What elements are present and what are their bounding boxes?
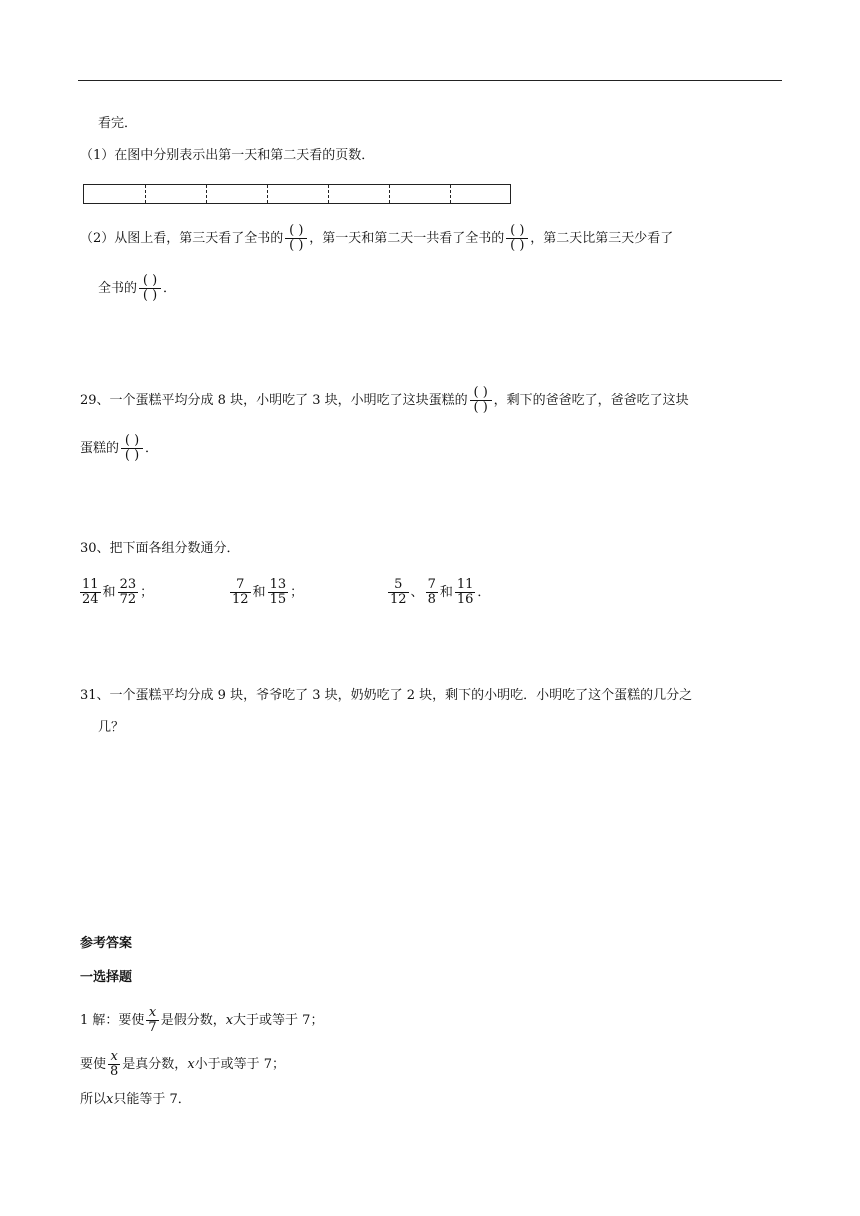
group-end: ．: [477, 585, 491, 600]
variable: x: [225, 1013, 234, 1028]
bar-divider: [450, 185, 451, 203]
q30-group1: [78, 578, 153, 607]
and-word: 和: [252, 585, 266, 600]
numerator: 7: [427, 577, 436, 592]
fraction: [455, 578, 476, 607]
group-end: ；: [290, 585, 304, 600]
answer-text: 是真分数，: [122, 1057, 188, 1072]
fraction: [268, 578, 289, 607]
numerator: 11: [456, 577, 474, 592]
header-rule: [78, 80, 782, 81]
q28-part2-line2: [98, 274, 176, 303]
numerator: 7: [230, 578, 251, 593]
q29-line1: [80, 386, 689, 415]
bar-divider: [389, 185, 390, 203]
fraction: [118, 578, 139, 607]
q29-text-d: ．: [145, 441, 159, 456]
answer-text: 所以: [80, 1092, 107, 1107]
q29-text-a: 29、一个蛋糕平均分成 8 块，小明吃了 3 块，小明吃了这块蛋糕的: [80, 393, 468, 408]
denominator: 16: [456, 592, 474, 607]
answer-line3: [80, 1090, 191, 1110]
denominator: 15: [269, 592, 287, 607]
answer-line1: [80, 1006, 323, 1035]
q28-line0: 看完．: [98, 116, 138, 131]
answer-blank-fraction[interactable]: [506, 224, 528, 253]
q31-line1: 31、一个蛋糕平均分成 9 块，爷爷吃了 3 块，奶奶吃了 2 块，剩下的小明吃．小明吃了这个蛋糕的几分之: [80, 688, 693, 703]
separator: 、: [410, 585, 424, 600]
blank-numerator: ( ): [285, 224, 307, 239]
q28-part2-text-b: ，第一天和第二天一共看了全书的: [309, 231, 505, 246]
denominator: 7: [148, 1020, 157, 1035]
answer-blank-fraction[interactable]: [121, 434, 143, 463]
fraction: [230, 578, 251, 607]
blank-numerator: ( ): [470, 386, 492, 401]
numerator: 13: [269, 577, 287, 592]
numerator: x: [146, 1006, 158, 1021]
blank-numerator: ( ): [139, 274, 161, 289]
numerator: 11: [82, 577, 99, 592]
fraction: [108, 1050, 120, 1079]
q30-title: 30、把下面各组分数通分．: [80, 541, 240, 556]
and-word: 和: [439, 585, 453, 600]
q28-part2-text-a: （2）从图上看，第三天看了全书的: [80, 231, 284, 246]
q28-part2-text-d: 全书的: [98, 281, 138, 296]
q28-part1: （1）在图中分别表示出第一天和第二天看的页数．: [80, 148, 375, 163]
denominator: 8: [427, 592, 436, 607]
variable: x: [106, 1092, 114, 1107]
q29-line2: [80, 434, 158, 463]
bar-divider: [145, 185, 146, 203]
denominator: 24: [82, 592, 99, 607]
fraction: [80, 578, 101, 607]
blank-numerator: ( ): [121, 434, 143, 449]
denominator: 12: [232, 592, 249, 607]
blank-numerator: ( ): [506, 224, 528, 239]
answer-text: 大于或等于 7；: [233, 1013, 324, 1028]
bar-divider: [206, 185, 207, 203]
q30-group2: [228, 578, 303, 607]
and-word: 和: [102, 585, 116, 600]
blank-denominator: ( ): [142, 288, 158, 303]
numerator: 23: [119, 577, 137, 592]
blank-denominator: ( ): [289, 238, 304, 253]
variable: x: [187, 1057, 195, 1072]
answer-text: 是假分数，: [160, 1013, 226, 1028]
bar-divider: [267, 185, 268, 203]
q29-text-b: ，剩下的爸爸吃了，爸爸吃了这块: [493, 393, 689, 408]
q28-part2-text-c: ，第二天比第三天少看了: [530, 231, 674, 246]
bar-divider: [328, 185, 329, 203]
answer-blank-fraction[interactable]: [470, 386, 492, 415]
answer-text: 只能等于 7．: [113, 1092, 191, 1107]
fraction: [426, 578, 438, 607]
fraction: [388, 578, 409, 607]
q30-group3: [386, 578, 490, 607]
blank-denominator: ( ): [124, 448, 140, 463]
denominator: 8: [110, 1064, 119, 1079]
answer-text: 要使: [80, 1057, 107, 1072]
answer-blank-fraction[interactable]: [139, 274, 161, 303]
denominator: 12: [390, 592, 407, 607]
group-end: ；: [140, 585, 154, 600]
denominator: 72: [119, 592, 137, 607]
answer-text: 小于或等于 7；: [194, 1057, 286, 1072]
q31-line2: 几？: [98, 720, 125, 735]
fraction: [146, 1006, 158, 1035]
q28-part2-line: [80, 224, 673, 253]
q29-text-c: 蛋糕的: [80, 441, 120, 456]
answer-blank-fraction[interactable]: [285, 224, 307, 253]
answer-text: 1 解：要使: [80, 1013, 145, 1028]
q28-part2-end: ．: [163, 281, 177, 296]
numerator: 5: [388, 578, 409, 593]
answer-line2: [80, 1050, 285, 1079]
blank-denominator: ( ): [510, 238, 525, 253]
segment-bar[interactable]: [83, 184, 511, 204]
answers-heading: 参考答案: [80, 936, 133, 951]
answers-section: 一选择题: [80, 970, 133, 985]
numerator: x: [108, 1050, 120, 1065]
blank-denominator: ( ): [473, 400, 488, 415]
